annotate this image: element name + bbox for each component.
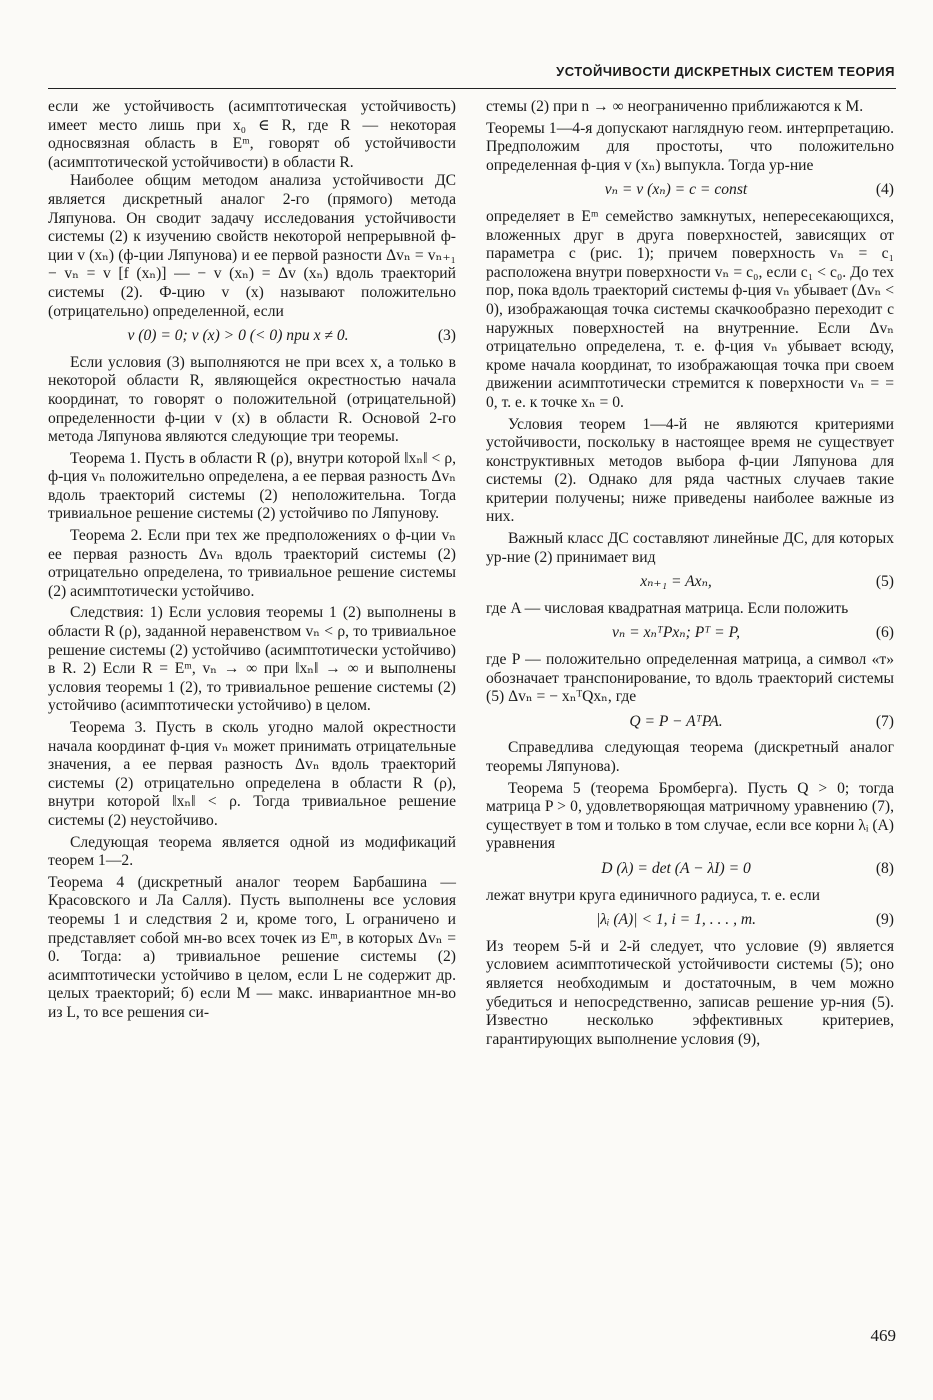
- running-header: УСТОЙЧИВОСТИ ДИСКРЕТНЫХ СИСТЕМ ТЕОРИЯ: [556, 64, 895, 79]
- equation-8-expr: D (λ) = det (A − λI) = 0: [601, 859, 751, 877]
- paragraph-lyapunov-analog: Справедлива следующая теорема (дискретный аналог теоремы Ляпунова).: [486, 739, 894, 775]
- paragraph-1: если же устойчивость (асимптотическая устойчивость) имеет место лишь при x₀ ∈ R, где R — некоторая односвязная область в Eᵐ, говорят об устойчивости (асимптотической устойчивости) в области R.: [48, 98, 456, 171]
- paragraph-matrix-p: где P — положительно определенная матрица, а символ «т» обозначает транспонирование, то вдоль траекторий системы (5) Δvₙ = − xₙᵀQxₙ, где: [486, 651, 894, 706]
- equation-7-expr: Q = P − AᵀPA.: [629, 712, 723, 730]
- equation-4-expr: vₙ = v (xₙ) = c = const: [604, 181, 748, 199]
- paragraph-surfaces: определяет в Eᵐ семейство замкнутых, непересекающихся, вложенных друг в друга поверхностей, зависящих от параметра c (рис. 1); причем поверхность vₙ = c₁ расположена внутри поверхности vₙ = c₀, если c₁ < c₀. До тех пор, пока вдоль траекторий системы ф-ция vₙ убывает (Δvₙ < 0), изображающая точка системы скачкообразно переходит с наружных поверхностей на внутренние. Если Δvₙ отрицательно определена, т. е. ф-ция vₙ убывает всюду, кроме начала координат, то изображающая точка при своем движении асимптотически стремится к поверхности vₙ = = 0, т. е. к точке xₙ = 0.: [486, 207, 894, 411]
- paragraph-linear: Важный класс ДС составляют линейные ДС, для которых ур-ние (2) принимает вид: [486, 530, 894, 566]
- equation-7: [486, 713, 894, 732]
- theorem-4: Теорема 4 (дискретный аналог теорем Барбашина — Красовского и Ла Салля). Пусть выполнены все условия теоремы 1 и следствия 2 и, кроме того, L ограничено и представляет собой мн-во всех точек из Eᵐ, в которых Δvₙ = 0. Тогда: а) тривиальное решение системы (2) асимптотически устойчиво в целом, если L не содержит др. целых траекторий; б) если M — макс. инвариантное мн-во из L, то все решения си-: [48, 873, 456, 1021]
- equation-9-expr: |λᵢ (A)| < 1, i = 1, . . . , m.: [595, 911, 757, 929]
- theorem-5: Теорема 5 (теорема Бромберга). Пусть Q > 0; тогда матрица P > 0, удовлетворяющая матричному уравнению (7), существует в том и только в том случае, если все корни λᵢ (A) уравнения: [486, 779, 894, 853]
- header-rule: [48, 88, 896, 89]
- equation-7-number: (7): [875, 712, 894, 730]
- equation-6-number: (6): [875, 624, 894, 642]
- equation-5-number: (5): [875, 573, 894, 591]
- paragraph-matrix-a: где A — числовая квадратная матрица. Если положить: [486, 599, 849, 617]
- equation-3: [48, 327, 456, 346]
- right-column: [486, 98, 894, 1052]
- paragraph-2: Наиболее общим методом анализа устойчивости ДС является дискретный аналог 2-го (прямого) метода Ляпунова. Он сводит задачу исследования устойчивости системы (2) к изучению свойств некоторой непрерывной ф-ции v (xₙ) (ф-ции Ляпунова) и ее первой разности Δvₙ = vₙ₊₁ − vₙ = v [f (xₙ)] — − v (xₙ) = Δv (xₙ) вдоль траекторий системы (2). Ф-цию v (x) называют положительно (отрицательно) определенной, если: [48, 172, 456, 320]
- paragraph-modification: Следующая теорема является одной из модификаций теорем 1—2.: [48, 833, 456, 870]
- equation-6-expr: vₙ = xₙᵀPxₙ; Pᵀ = P,: [612, 624, 740, 642]
- theorem-2: Теорема 2. Если при тех же предположениях о ф-ции vₙ ее первая разность Δvₙ вдоль траекторий системы (2) отрицательно определена, то тривиальное решение системы (2) асимптотически устойчиво.: [48, 527, 456, 600]
- left-column: [48, 98, 456, 1026]
- corollaries: Следствия: 1) Если условия теоремы 1 (2) выполнены в области R (ρ), заданной неравенством vₙ < ρ, то тривиальное решение системы (2) устойчиво (асимптотически устойчиво) в R. 2) Если R = Eᵐ, vₙ → ∞ при ‖xₙ‖ → ∞ и выполнены условия теоремы 1 (2), то тривиальное решение системы (2) устойчиво (асимптотически устойчиво) в целом.: [48, 604, 456, 715]
- paragraph-3: Если условия (3) выполняются не при всех x, а только в некоторой области R, являющейся окрестностью начала координат, то говорят о положительной (отрицательной) определенности ф-ции v (x) в области R. Основой 2-го метода Ляпунова являются следующие три теоремы.: [48, 353, 456, 446]
- equation-6: [486, 624, 894, 643]
- paragraph-conclusion: Из теорем 5-й и 2-й следует, что условие (9) является условием асимптотической устойчивости системы (5); оно является необходимым и достаточным, в чем можно убедиться и непосредственно, записав решение ур-ния (5). Известно несколько эффективных критериев, гарантирующих выполнение условия (9),: [486, 937, 894, 1048]
- equation-4: [486, 181, 894, 200]
- equation-8: [486, 860, 894, 879]
- paragraph-continuation: стемы (2) при n → ∞ неограниченно приближаются к M.: [486, 98, 864, 115]
- equation-5: [486, 573, 894, 592]
- theorem-3: Теорема 3. Пусть в сколь угодно малой окрестности начала координат ф-ция vₙ может принимать отрицательные значения, а ее первая разность Δvₙ вдоль траекторий системы (2) отрицательно определена в области R (ρ), внутри которой ‖xₙ‖ < ρ. Тогда тривиальное решение системы (2) неустойчиво.: [48, 719, 456, 829]
- equation-8-number: (8): [875, 859, 894, 877]
- equation-4-number: (4): [875, 181, 894, 199]
- paragraph-unit-circle: лежат внутри круга единичного радиуса, т. е. если: [486, 886, 820, 904]
- page-number: 469: [870, 1326, 896, 1345]
- equation-9: [486, 911, 894, 930]
- equation-3-number: (3): [437, 327, 456, 345]
- equation-9-number: (9): [875, 911, 894, 929]
- theorem-1: Теорема 1. Пусть в области R (ρ), внутри которой ‖xₙ‖ < ρ, ф-ция vₙ положительно определена, а ее первая разность Δvₙ вдоль траекторий системы (2) неположительна. Тогда тривиальное решение системы (2) устойчиво по Ляпунову.: [48, 449, 456, 523]
- equation-3-expr: v (0) = 0; v (x) > 0 (< 0) при x ≠ 0.: [127, 327, 349, 345]
- equation-5-expr: xₙ₊₁ = Axₙ,: [640, 573, 712, 591]
- paragraph-criteria: Условия теорем 1—4-й не являются критериями устойчивости, поскольку в настоящее время не существует конструктивных методов выбора ф-ции Ляпунова для системы (2). Однако для ряда частных случаев такие критерии получены; ниже приведены наиболее важные из них.: [486, 415, 894, 526]
- paragraph-geom: Теоремы 1—4-я допускают наглядную геом. интерпретацию. Предположим для простоты, что положительно определенная ф-ция v (xₙ) выпукла. Тогда ур-ние: [486, 119, 894, 174]
